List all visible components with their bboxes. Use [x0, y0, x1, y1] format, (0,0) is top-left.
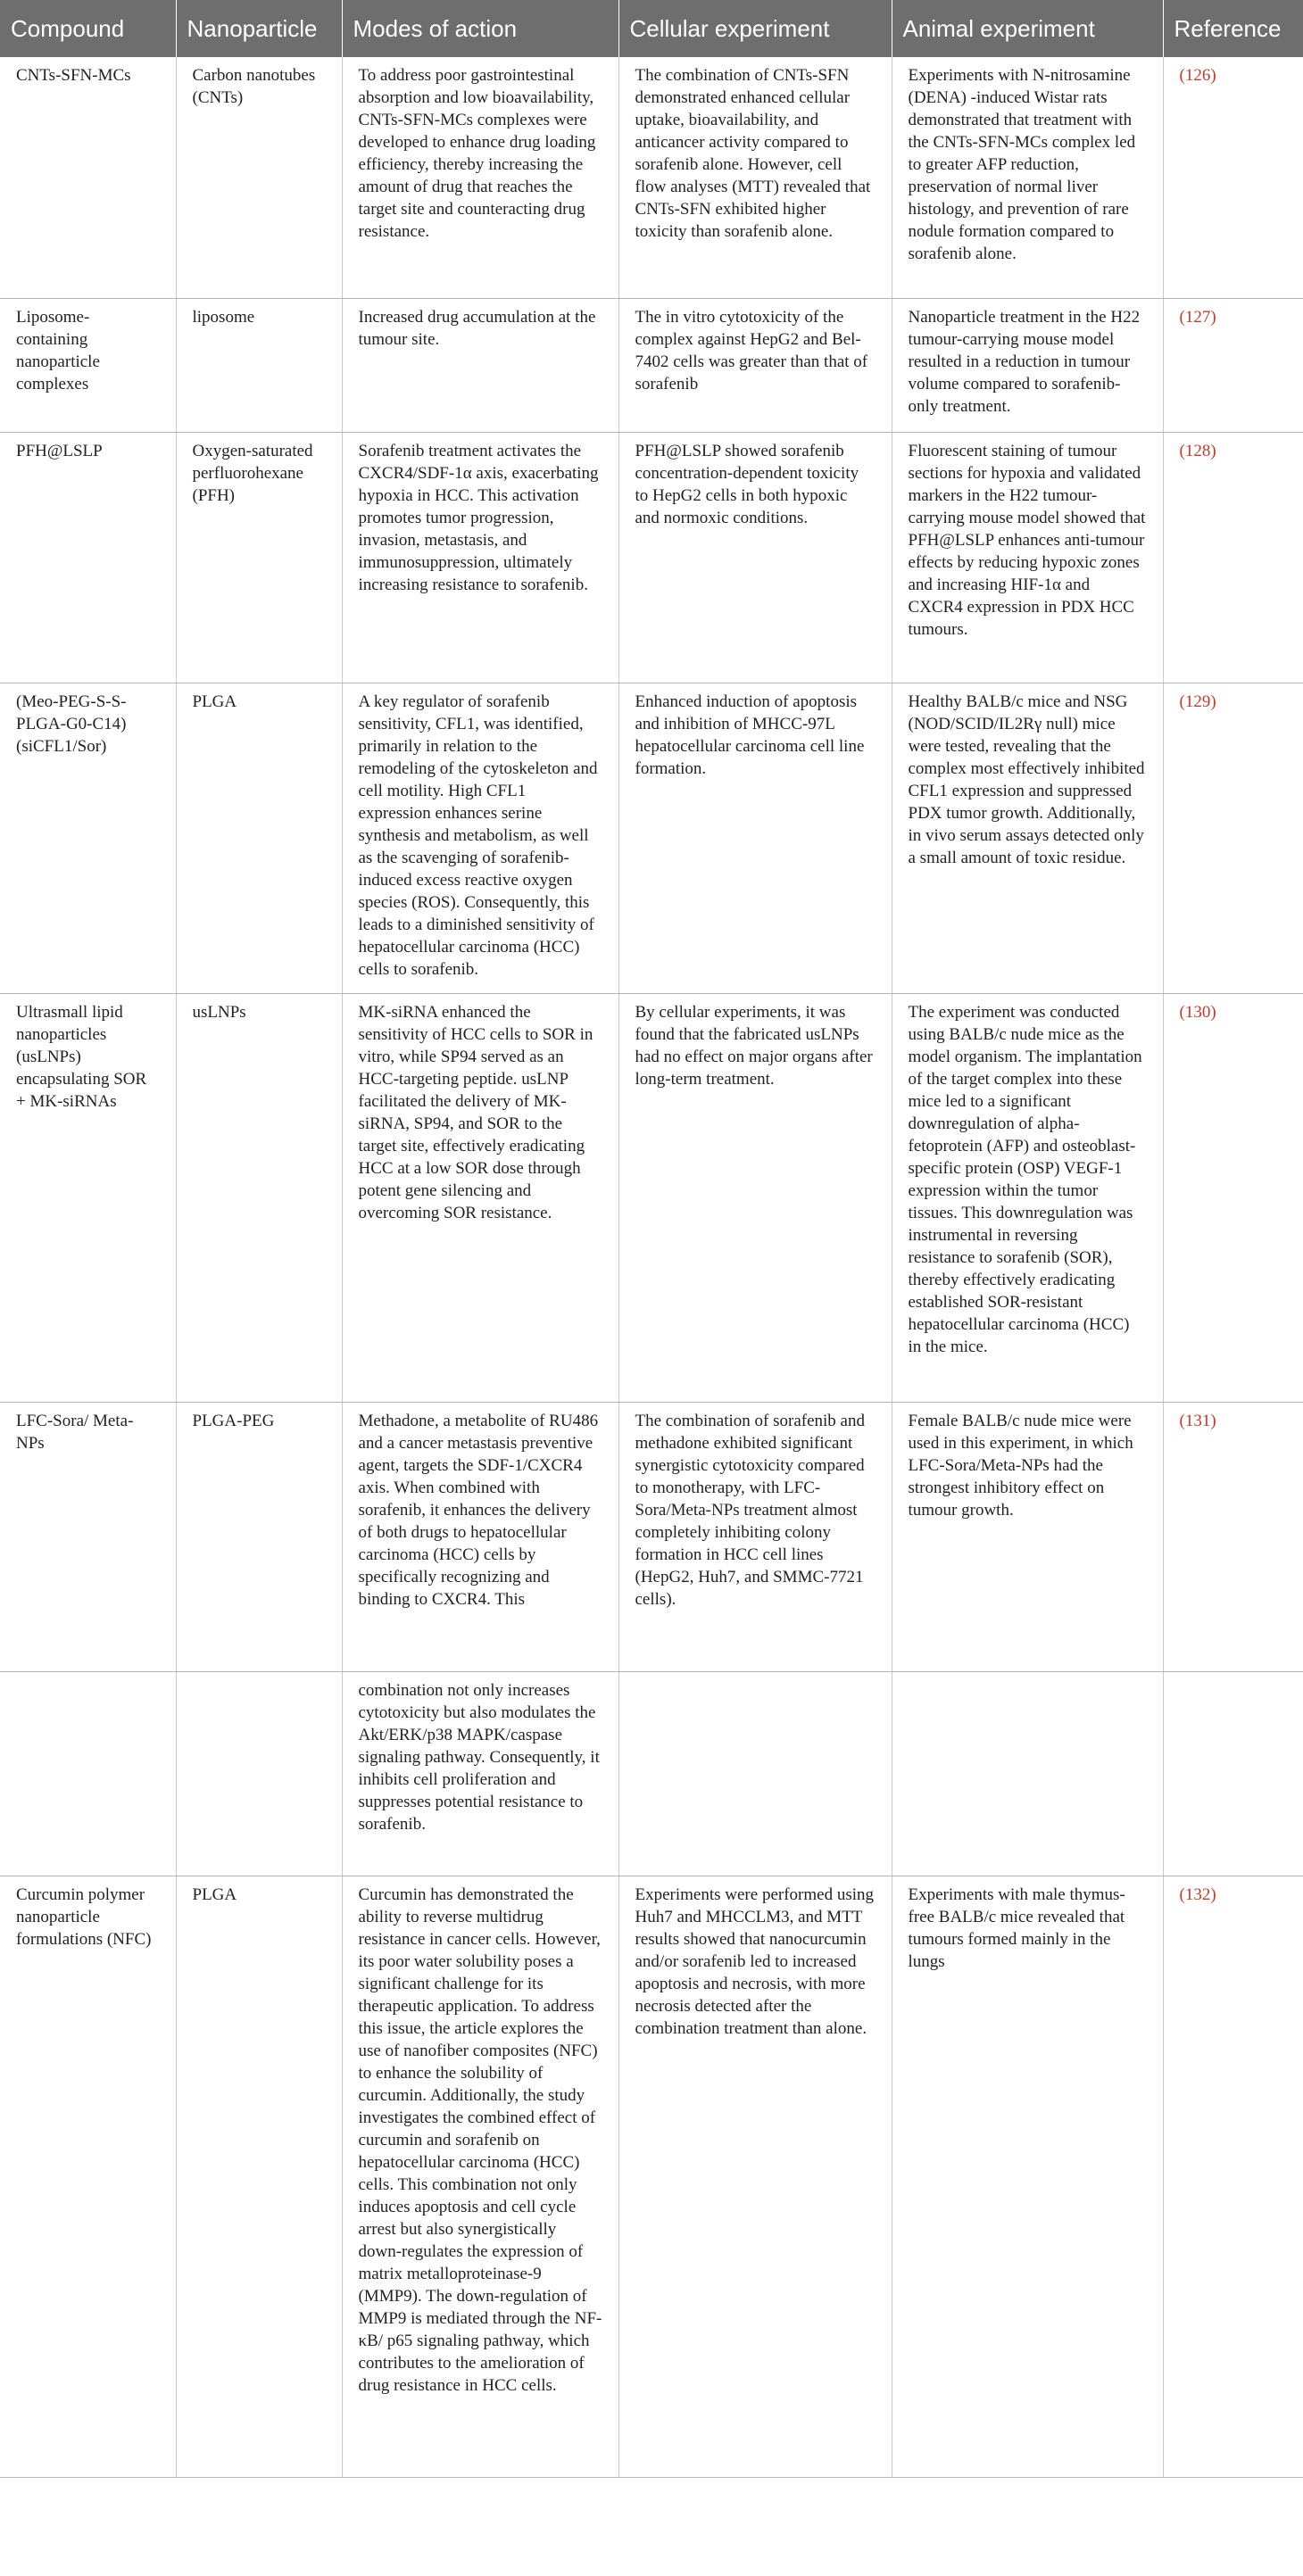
nanoparticle-cell: Oxygen-saturated perfluorohexane (PFH) — [176, 433, 342, 683]
table-row — [0, 683, 1303, 994]
reference-link[interactable]: (130) — [1163, 994, 1303, 1403]
cellular-cell: Enhanced induction of apoptosis and inhibition of MHCC-97L hepatocellular carcinoma cell line formation. — [618, 683, 892, 994]
reference-cell — [1163, 1672, 1303, 1876]
compound-cell: Liposome-containing nanoparticle complexes — [0, 299, 176, 433]
cellular-cell: By cellular experiments, it was found that the fabricated usLNPs had no effect on major organs after long-term treatment. — [618, 994, 892, 1403]
modes-cell: Increased drug accumulation at the tumour site. — [342, 299, 618, 433]
header-row — [0, 0, 1303, 57]
animal-cell: Experiments with male thymus-free BALB/c mice revealed that tumours formed mainly in the lungs — [892, 1876, 1163, 2478]
compound-cell: PFH@LSLP — [0, 433, 176, 683]
nanoparticle-cell — [176, 1672, 342, 1876]
modes-cell: combination not only increases cytotoxicity but also modulates the Akt/ERK/p38 MAPK/caspase signaling pathway. Consequently, it inhibits cell proliferation and suppresses potential resistance to sorafenib. — [342, 1672, 618, 1876]
animal-cell: Experiments with N-nitrosamine (DENA) -induced Wistar rats demonstrated that treatment with the CNTs-SFN-MCs complex led to greater AFP reduction, preservation of normal liver histology, and prevention of rare nodule formation compared to sorafenib alone. — [892, 57, 1163, 299]
header-reference: Reference — [1163, 0, 1303, 57]
table-row — [0, 57, 1303, 299]
modes-cell: Curcumin has demonstrated the ability to reverse multidrug resistance in cancer cells. However, its poor water solubility poses a significant challenge for its therapeutic application. To address this issue, the article explores the use of nanofiber composites (NFC) to enhance the solubility of curcumin. Additionally, the study investigates the combined effect of curcumin and sorafenib on hepatocellular carcinoma (HCC) cells. This combination not only induces apoptosis and cell cycle arrest but also synergistically down-regulates the expression of matrix metalloproteinase-9 (MMP9). The down-regulation of MMP9 is mediated through the NF-κB/ p65 signaling pathway, which contributes to the amelioration of drug resistance in HCC cells. — [342, 1876, 618, 2478]
cellular-cell: The in vitro cytotoxicity of the complex against HepG2 and Bel-7402 cells was greater than that of sorafenib — [618, 299, 892, 433]
modes-cell: MK-siRNA enhanced the sensitivity of HCC cells to SOR in vitro, while SP94 served as an HCC-targeting peptide. usLNP facilitated the delivery of MK-siRNA, SP94, and SOR to the target site, effectively eradicating HCC at a low SOR dose through potent gene silencing and overcoming SOR resistance. — [342, 994, 618, 1403]
reference-link[interactable]: (132) — [1163, 1876, 1303, 2478]
cellular-cell: Experiments were performed using Huh7 and MHCCLM3, and MTT results showed that nanocurcumin and/or sorafenib led to increased apoptosis and necrosis, with more necrosis detected after the combination treatment than alone. — [618, 1876, 892, 2478]
compound-cell: Ultrasmall lipid nanoparticles (usLNPs) encapsulating SOR + MK-siRNAs — [0, 994, 176, 1403]
modes-cell: Sorafenib treatment activates the CXCR4/SDF-1α axis, exacerbating hypoxia in HCC. This activation promotes tumor progression, invasion, metastasis, and immunosuppression, ultimately increasing resistance to sorafenib. — [342, 433, 618, 683]
modes-cell: A key regulator of sorafenib sensitivity, CFL1, was identified, primarily in relation to the remodeling of the cytoskeleton and cell motility. High CFL1 expression enhances serine synthesis and metabolism, as well as the scavenging of sorafenib-induced excess reactive oxygen species (ROS). Consequently, this leads to a diminished sensitivity of hepatocellular carcinoma (HCC) cells to sorafenib. — [342, 683, 618, 994]
table-row — [0, 1672, 1303, 1876]
compound-cell: Curcumin polymer nanoparticle formulations (NFC) — [0, 1876, 176, 2478]
nanoparticle-cell: PLGA — [176, 683, 342, 994]
nanoparticle-cell: Carbon nanotubes (CNTs) — [176, 57, 342, 299]
animal-cell: Nanoparticle treatment in the H22 tumour-carrying mouse model resulted in a reduction in tumour volume compared to sorafenib-only treatment. — [892, 299, 1163, 433]
animal-cell: Fluorescent staining of tumour sections for hypoxia and validated markers in the H22 tumour-carrying mouse model showed that PFH@LSLP enhances anti-tumour effects by reducing hypoxic zones and increasing HIF-1α and CXCR4 expression in PDX HCC tumours. — [892, 433, 1163, 683]
reference-link[interactable]: (129) — [1163, 683, 1303, 994]
modes-cell: To address poor gastrointestinal absorption and low bioavailability, CNTs-SFN-MCs complexes were developed to enhance drug loading efficiency, thereby increasing the amount of drug that reaches the target site and counteracting drug resistance. — [342, 57, 618, 299]
cellular-cell: The combination of CNTs-SFN demonstrated enhanced cellular uptake, bioavailability, and anticancer activity compared to sorafenib alone. However, cell flow analyses (MTT) revealed that CNTs-SFN exhibited higher toxicity than sorafenib alone. — [618, 57, 892, 299]
table-row — [0, 1403, 1303, 1672]
reference-link[interactable]: (126) — [1163, 57, 1303, 299]
animal-cell — [892, 1672, 1163, 1876]
table-row — [0, 433, 1303, 683]
table-row — [0, 1876, 1303, 2478]
cellular-cell: The combination of sorafenib and methadone exhibited significant synergistic cytotoxicity compared to monotherapy, with LFC-Sora/Meta-NPs treatment almost completely inhibiting colony formation in HCC cell lines (HepG2, Huh7, and SMMC-7721 cells). — [618, 1403, 892, 1672]
cellular-cell — [618, 1672, 892, 1876]
header-cellular-experiment: Cellular experiment — [618, 0, 892, 57]
animal-cell: Healthy BALB/c mice and NSG (NOD/SCID/IL2Rγ null) mice were tested, revealing that the complex most effectively inhibited CFL1 expression and suppressed PDX tumor growth. Additionally, in vivo serum assays detected only a small amount of toxic residue. — [892, 683, 1163, 994]
compound-cell: (Meo-PEG-S-S-PLGA-G0-C14) (siCFL1/Sor) — [0, 683, 176, 994]
nanoparticle-cell: liposome — [176, 299, 342, 433]
compound-cell: LFC-Sora/ Meta-NPs — [0, 1403, 176, 1672]
animal-cell: The experiment was conducted using BALB/c nude mice as the model organism. The implantation of the target complex into these mice led to a significant downregulation of alpha-fetoprotein (AFP) and osteoblast-specific protein (OSP) VEGF-1 expression within the tumor tissues. This downregulation was instrumental in reversing resistance to sorafenib (SOR), thereby effectively eradicating established SOR-resistant hepatocellular carcinoma (HCC) in the mice. — [892, 994, 1163, 1403]
table-row — [0, 994, 1303, 1403]
reference-link[interactable]: (128) — [1163, 433, 1303, 683]
header-compound: Compound — [0, 0, 176, 57]
compound-cell: CNTs-SFN-MCs — [0, 57, 176, 299]
nanoparticle-cell: PLGA — [176, 1876, 342, 2478]
nanoparticle-cell: usLNPs — [176, 994, 342, 1403]
table-row — [0, 299, 1303, 433]
compound-cell — [0, 1672, 176, 1876]
header-modes-of-action: Modes of action — [342, 0, 618, 57]
reference-link[interactable]: (131) — [1163, 1403, 1303, 1672]
cellular-cell: PFH@LSLP showed sorafenib concentration-dependent toxicity to HepG2 cells in both hypoxic and normoxic conditions. — [618, 433, 892, 683]
header-nanoparticle: Nanoparticle — [176, 0, 342, 57]
header-animal-experiment: Animal experiment — [892, 0, 1163, 57]
modes-cell: Methadone, a metabolite of RU486 and a cancer metastasis preventive agent, targets the SDF-1/CXCR4 axis. When combined with sorafenib, it enhances the delivery of both drugs to hepatocellular carcinoma (HCC) cells by specifically recognizing and binding to CXCR4. This — [342, 1403, 618, 1672]
reference-link[interactable]: (127) — [1163, 299, 1303, 433]
nanoparticle-cell: PLGA-PEG — [176, 1403, 342, 1672]
animal-cell: Female BALB/c nude mice were used in this experiment, in which LFC-Sora/Meta-NPs had the strongest inhibitory effect on tumour growth. — [892, 1403, 1163, 1672]
